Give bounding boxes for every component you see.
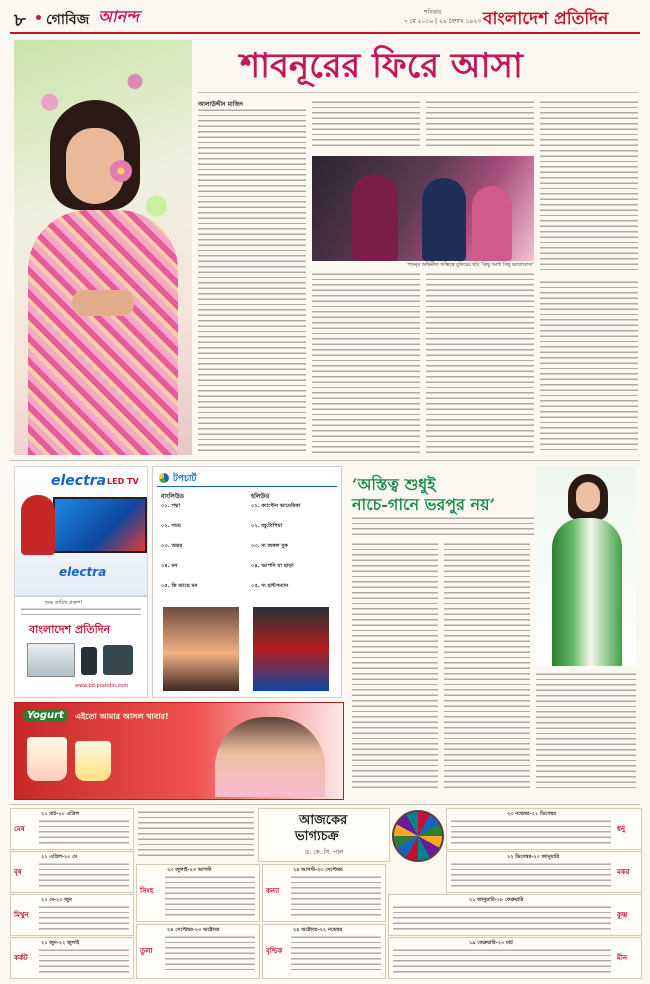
sign-text <box>451 819 611 845</box>
col1-item: ০১. পদ্মা <box>161 503 181 509</box>
interview-col-3 <box>536 672 636 792</box>
bp-ad-url: www.bd-pratidin.com <box>75 683 129 689</box>
sign-text <box>393 905 611 931</box>
bullet-icon <box>36 15 41 20</box>
portrait-arm <box>72 290 134 316</box>
sign-range: ২৪ আগস্ট-২৩ সেপ্টেম্বর <box>293 867 343 873</box>
col1-item: ০২. সময় <box>161 523 181 529</box>
sign-text <box>39 862 129 888</box>
tv-screen-graphic <box>53 497 147 553</box>
horoscope-section <box>10 808 640 980</box>
main-headline: শাবনূরের ফিরে আসা <box>240 46 523 86</box>
bp-ad-logo: বাংলাদেশ প্রতিদিন <box>29 623 111 636</box>
horoscope-title-block <box>258 808 390 862</box>
horoscope-intro <box>138 810 254 856</box>
interview-photo <box>536 466 636 666</box>
sign-text <box>291 935 381 974</box>
horoscope-author: ড. কে. সি. পাল <box>305 849 344 856</box>
bd-pratidin-ad <box>14 596 148 698</box>
sign-name: সিংহ <box>140 887 154 895</box>
top-chart-title: টপচার্ট <box>173 474 197 484</box>
sign-name: মকর <box>617 868 630 876</box>
lead-photo <box>14 40 192 455</box>
top-chart <box>152 466 342 698</box>
flower-in-hair-icon <box>110 160 132 182</box>
inset-figure-1 <box>352 174 398 261</box>
col1-item: ০৫. কি আছে মন <box>161 583 198 589</box>
sign-card <box>388 937 642 979</box>
article-column-3b <box>426 272 534 454</box>
col1-item: ০৪. মন <box>161 563 178 569</box>
article-column-3 <box>426 100 534 150</box>
article-column-1 <box>198 108 306 454</box>
sign-range: ২১ জুন-২২ জুলাই <box>41 940 80 946</box>
sign-name: কুম্ভ <box>617 911 628 919</box>
inset-figure-3 <box>472 186 512 261</box>
article-column-2b <box>312 272 420 454</box>
sign-range: ২২ ডিসেম্বর-২০ জানুয়ারি <box>507 854 560 860</box>
football-player-graphic <box>21 495 55 555</box>
bp-ad-notice: শুভ তারিখ প্রকাশ! <box>45 600 83 606</box>
sign-range: ২৩ নভেম্বর-২১ ডিসেম্বর <box>507 811 557 817</box>
sign-name: বৃষ <box>14 868 22 876</box>
sign-text <box>39 948 129 974</box>
sign-range: ২৪ অক্টোবর-২২ নভেম্বর <box>293 927 343 933</box>
tablet-graphic <box>103 645 133 675</box>
article-column-2 <box>312 100 420 150</box>
inset-figure-2 <box>422 178 466 261</box>
sign-range: ২১ এপ্রিল-২০ মে <box>41 854 78 860</box>
sign-range: ২১ জানুয়ারি-১৮ ফেব্রুয়ারি <box>469 897 524 903</box>
sign-card <box>10 937 134 979</box>
sign-card <box>262 924 386 979</box>
sign-name: ধনু <box>617 825 626 833</box>
sign-text <box>451 862 611 888</box>
horoscope-title-2: ভাগ্যচক্র <box>295 829 339 844</box>
article-column-4b <box>540 280 638 454</box>
sign-name: মীন <box>617 954 628 962</box>
sign-text <box>165 875 255 917</box>
byline: আলাউদ্দীন মাজিদ <box>198 101 244 108</box>
yogurt-cup-graphic <box>75 741 111 781</box>
sign-text <box>393 948 611 974</box>
col1-title: বাংলিউড <box>161 493 184 500</box>
sign-name: মিথুন <box>14 911 29 919</box>
mobile-graphic <box>81 647 97 675</box>
sign-name: তুলা <box>140 947 153 955</box>
electra-ledtv-label: LED TV <box>107 477 139 486</box>
sign-name: কর্কট <box>14 954 28 962</box>
page-header <box>0 0 650 34</box>
sign-card <box>446 808 642 850</box>
section-name: গোবিজ <box>46 12 90 28</box>
sign-text <box>39 819 129 845</box>
yogurt-ad <box>14 702 344 800</box>
sign-card <box>262 864 386 922</box>
sign-range: ২৪ সেপ্টেম্বর-২৩ অক্টোবর <box>167 927 220 933</box>
page-number: ৮ <box>14 10 26 31</box>
sign-range: ২১ মার্চ-২০ এপ্রিল <box>41 811 80 817</box>
sign-text <box>291 875 381 917</box>
sign-card <box>10 894 134 936</box>
electra-logo: electra <box>51 473 107 489</box>
sign-text <box>165 935 255 974</box>
chart-icon <box>159 473 169 483</box>
interview-face <box>576 482 600 512</box>
bp-ad-text <box>21 607 141 619</box>
col2-item: ০৩. দ্য জঙ্গল বুক <box>251 543 288 549</box>
header-rule <box>10 32 640 34</box>
article-column-4 <box>540 100 638 274</box>
sign-card <box>10 808 134 850</box>
electra-ad <box>14 466 148 596</box>
yogurt-model-graphic <box>215 717 325 797</box>
zodiac-wheel-icon <box>392 810 444 862</box>
yogurt-cup-graphic <box>27 737 67 781</box>
desktop-graphic <box>27 643 75 677</box>
col1-item: ০৩. অন্তর <box>161 543 183 549</box>
sign-card <box>136 924 260 979</box>
portrait-saree <box>28 210 178 455</box>
top-chart-rule <box>157 486 337 487</box>
col2-item: ০৫. দ্য হান্টসম্যান <box>251 583 289 589</box>
chart-poster-2 <box>253 607 329 691</box>
sign-card <box>446 851 642 893</box>
yogurt-slogan: এইতো আমার আসল খাবার! <box>75 712 169 721</box>
section-divider-2 <box>10 804 640 805</box>
sign-name: মেষ <box>14 825 25 833</box>
issue-date: ৭ মে ২০১৬ | ২৪ বৈশাখ ১৪২৩ <box>404 18 482 25</box>
interview-headline-2: নাচে-গানে ভরপুর নয়’ <box>352 495 496 514</box>
col2-item: ০২. জুটোপিয়া <box>251 523 283 529</box>
sign-card <box>136 864 260 922</box>
sign-range: ২৩ জুলাই-২৩ আগস্ট <box>167 867 212 873</box>
issue-day: শনিবার <box>424 9 442 16</box>
sign-range: ২১ মে-২০ জুন <box>41 897 72 903</box>
col2-item: ০৪. আপনি যা ছাড়া <box>251 563 294 569</box>
sign-name: বৃশ্চিক <box>266 947 283 955</box>
col2-title: হলিউড <box>251 493 270 500</box>
horoscope-title-1: আজকের <box>299 813 348 828</box>
inset-photo <box>312 156 534 261</box>
electra-logo-bottom: electra <box>59 565 107 579</box>
interview-col-2 <box>444 542 530 792</box>
interview-headline-1: ‘অস্তিত্ব শুধুই <box>352 475 436 494</box>
sign-card <box>10 851 134 893</box>
interview-dress <box>552 518 622 666</box>
col2-item: ০১. ক্যাপ্টেন আমেরিকা <box>251 503 301 509</box>
yogurt-logo: Yogurt <box>23 709 68 722</box>
section-divider-1 <box>10 460 640 461</box>
interview-intro <box>352 516 534 536</box>
sign-name: কন্যা <box>266 887 280 895</box>
sign-range: ১৯ ফেব্রুয়ারি-২০ মার্চ <box>469 940 513 946</box>
chart-poster-1 <box>163 607 239 691</box>
masthead-logo: বাংলাদেশ প্রতিদিন <box>483 9 609 29</box>
interview-col-1 <box>352 542 438 792</box>
headline-underline <box>198 92 638 93</box>
sign-card <box>388 894 642 936</box>
inset-photo-caption: ‘শাবনূর অভিনীত অস্তিত্বে বুকিয়ের ছবি ‘কিছু আশা কিছু ভালোবাসা’ <box>406 263 534 268</box>
interview-section <box>346 466 638 798</box>
section-tagline: আনন্দ <box>98 7 140 26</box>
sign-text <box>39 905 129 931</box>
